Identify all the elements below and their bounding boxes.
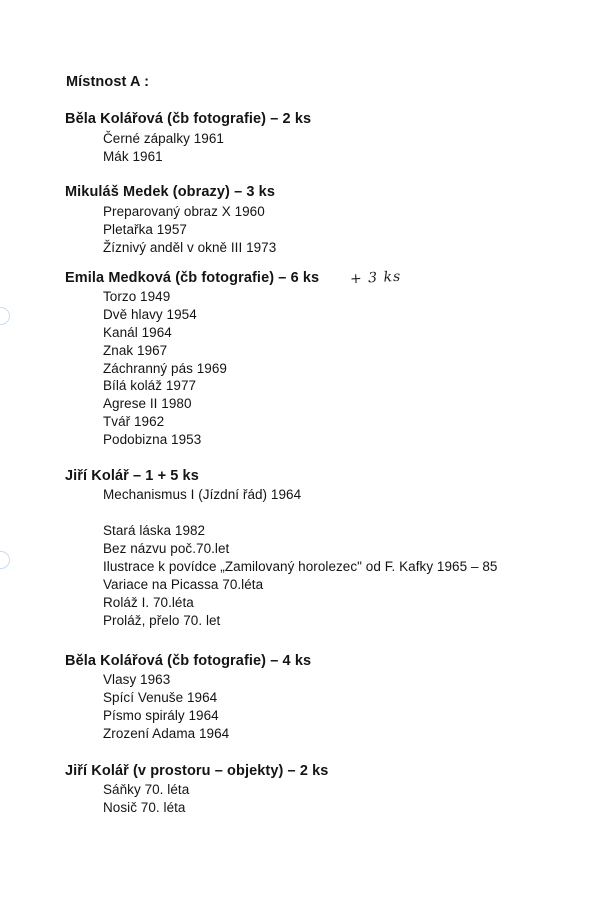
list-item: Ilustrace k povídce „Zamilovaný horolezec" od F. Kafky 1965 – 85	[103, 559, 498, 574]
list-item: Pletařka 1957	[103, 222, 187, 237]
list-item: Bez názvu poč.70.let	[103, 541, 230, 556]
list-item: Roláž I. 70.léta	[103, 595, 194, 610]
list-item: Spící Venuše 1964	[103, 690, 218, 705]
list-item: Dvě hlavy 1954	[103, 307, 197, 322]
list-item: Zrození Adama 1964	[103, 726, 230, 741]
list-item: Torzo 1949	[103, 289, 171, 304]
list-item: Tvář 1962	[103, 414, 165, 429]
list-item: Černé zápalky 1961	[103, 131, 224, 146]
punch-hole-mark	[0, 307, 10, 325]
section-heading: Běla Kolářová (čb fotografie) – 2 ks	[65, 111, 312, 127]
list-item: Proláž, přelo 70. let	[103, 613, 221, 628]
section-heading: Jiří Kolář – 1 + 5 ks	[65, 468, 199, 484]
list-item: Sáňky 70. léta	[103, 782, 190, 797]
list-item: Kanál 1964	[103, 325, 172, 340]
section-heading: Jiří Kolář (v prostoru – objekty) – 2 ks	[65, 763, 329, 779]
list-item: Agrese II 1980	[103, 396, 192, 411]
list-item: Nosič 70. léta	[103, 800, 186, 815]
section-heading: Emila Medková (čb fotografie) – 6 ks	[65, 270, 320, 286]
section-heading: Běla Kolářová (čb fotografie) – 4 ks	[65, 653, 312, 669]
list-item: Podobizna 1953	[103, 432, 202, 447]
list-item: Mechanismus I (Jízdní řád) 1964	[103, 487, 302, 502]
room-title: Místnost A :	[66, 74, 150, 90]
list-item: Bílá koláž 1977	[103, 378, 197, 393]
list-item: Variace na Picassa 70.léta	[103, 577, 264, 592]
list-item: Znak 1967	[103, 343, 168, 358]
list-item: Preparovaný obraz X 1960	[103, 204, 265, 219]
list-item: Vlasy 1963	[103, 672, 171, 687]
punch-hole-mark	[0, 551, 10, 569]
handwritten-note: + 3 ks	[349, 268, 402, 288]
section-heading: Mikuláš Medek (obrazy) – 3 ks	[65, 184, 276, 200]
list-item: Záchranný pás 1969	[103, 361, 227, 376]
list-item: Žíznivý anděl v okně III 1973	[103, 240, 277, 255]
list-item: Mák 1961	[103, 149, 163, 164]
list-item: Stará láska 1982	[103, 523, 206, 538]
list-item: Písmo spirály 1964	[103, 708, 219, 723]
